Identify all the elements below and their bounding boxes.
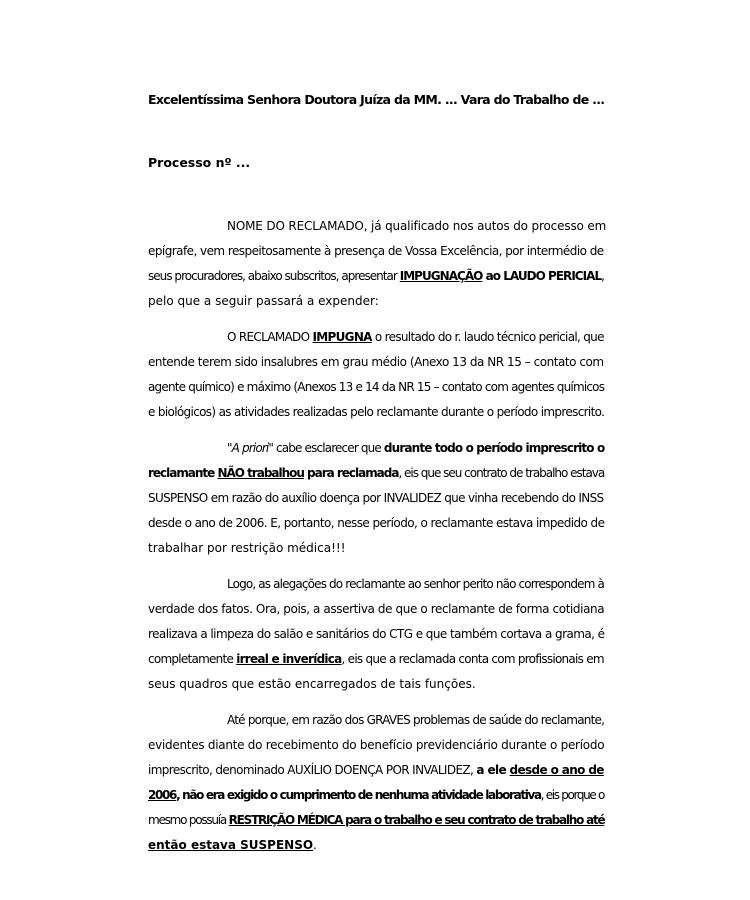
impugnacao-term: IMPUGNAÇÃO (399, 269, 483, 283)
p5-line-3: imprescrito, denominado AUXÍLIO DOENÇA POR INVALIDEZ, a ele desde o ano de (148, 763, 604, 777)
p5-line-1: Até porque, em razão dos GRAVES problemas de saúde do reclamante, (227, 713, 605, 727)
p4-line-5: seus quadros que estão encarregados de tais funções. (148, 677, 476, 691)
p5-line-2: evidentes diante do recebimento do benefício previdenciário durante o período (148, 738, 605, 752)
p1-line-2: epígrafe, vem respeitosamente à presença de Vossa Excelência, por intermédio de (148, 244, 604, 258)
p3-line-2: reclamante NÃO trabalhou para reclamada, eis que seu contrato de trabalho estava (148, 466, 605, 480)
p2-line-1: O RECLAMADO IMPUGNA o resultado do r. laudo técnico pericial, que (227, 330, 604, 344)
p3-line-5: trabalhar por restrição médica!!! (148, 541, 346, 555)
p3-line-3: SUSPENSO em razão do auxílio doença por INVALIDEZ que vinha recebendo do INSS (148, 491, 604, 505)
p5-line-4: 2006, não era exigido o cumprimento de nenhuma atividade laborativa, eis porque o (148, 788, 604, 802)
p1-line-3: seus procuradores, abaixo subscritos, apresentar IMPUGNAÇÃO ao LAUDO PERICIAL, (148, 269, 604, 283)
addressee-heading: Excelentíssima Senhora Doutora Juíza da MM. ... Vara do Trabalho de ... (148, 92, 605, 107)
p2-line-4: e biológicos) as atividades realizadas pelo reclamante durante o período imprescrito. (148, 405, 605, 419)
p5-line-5: mesmo possuía RESTRIÇÃO MÉDICA para o trabalho e seu contrato de trabalho até (148, 813, 605, 827)
p1-line-1: NOME DO RECLAMADO, já qualificado nos autos do processo em (227, 219, 607, 233)
p4-line-2: verdade dos fatos. Ora, pois, a assertiva de que o reclamante de forma cotidiana (148, 602, 605, 616)
irreal-inveridica-term: irreal e inverídica (236, 652, 342, 666)
p4-line-1: Logo, as alegações do reclamante ao senhor perito não correspondem à (227, 577, 604, 591)
impugna-term: IMPUGNA (312, 330, 372, 344)
p3-line-4: desde o ano de 2006. E, portanto, nesse período, o reclamante estava impedido de (148, 516, 605, 530)
p5-line-6: então estava SUSPENSO. (148, 838, 317, 852)
nao-trabalhou-term: NÃO trabalhou (217, 466, 304, 480)
p1-line-4: pelo que a seguir passará a expender: (148, 294, 379, 308)
restricao-medica-term: RESTRIÇÃO MÉDICA para o trabalho e seu contrato de trabalho até (228, 813, 605, 827)
p2-line-2: entende terem sido insalubres em grau médio (Anexo 13 da NR 15 – contato com (148, 355, 604, 369)
process-number: Processo nº ... (148, 155, 251, 170)
p3-line-1: "A priori" cabe esclarecer que durante todo o período imprescrito o (227, 441, 605, 455)
p2-line-3: agente químico) e máximo (Anexos 13 e 14 da NR 15 – contato com agentes químicos (148, 380, 605, 394)
p4-line-4: completamente irreal e inverídica, eis que a reclamada conta com profissionais em (148, 652, 604, 666)
a-priori-term: "A priori" (227, 441, 274, 455)
p4-line-3: realizava a limpeza do salão e sanitários do CTG e que também cortava a grama, é (148, 627, 605, 641)
